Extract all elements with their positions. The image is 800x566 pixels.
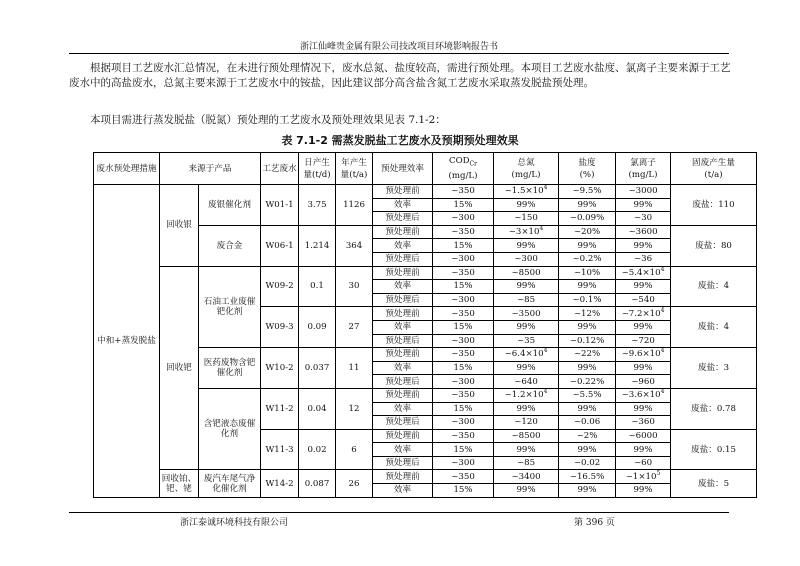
daily-cell: 0.02	[299, 429, 336, 470]
salinity-cell: ~0.06	[559, 416, 616, 430]
header-stage: 预处理效率	[373, 153, 433, 185]
header-code: 工艺废水	[261, 153, 299, 185]
cod-cell: ~350	[433, 185, 494, 199]
cod-cell: ~300	[433, 456, 494, 470]
code-cell: W14-2	[261, 470, 299, 497]
cod-cell: ~350	[433, 429, 494, 443]
stage-cell: 预处理前	[373, 307, 433, 321]
footer-rule	[69, 512, 729, 513]
salinity-cell: ~20%	[559, 225, 616, 239]
cl-cell: $\sim 1\times 10^5$	[616, 470, 671, 484]
salinity-cell: ~0.02	[559, 456, 616, 470]
header-annual: 年产生量(t/a)	[336, 153, 373, 185]
cod-cell: 15%	[433, 239, 494, 253]
salinity-cell: 99%	[559, 198, 616, 212]
cl-cell: ~720	[616, 334, 671, 348]
salinity-cell: ~0.1%	[559, 293, 616, 307]
cl-cell: ~960	[616, 375, 671, 389]
solid-waste-cell: 废盐：5	[671, 470, 757, 497]
table-header-row	[94, 153, 757, 185]
tn-cell: ~8500	[494, 429, 559, 443]
cl-cell: ~30	[616, 212, 671, 226]
stage-cell: 效率	[373, 402, 433, 416]
product-cell: 含钯液态废催化剂	[199, 388, 261, 470]
cl-cell: ~3000	[616, 185, 671, 199]
stage-cell: 预处理前	[373, 266, 433, 280]
cl-cell: $\sim 9.6\times 10^4$	[616, 348, 671, 362]
header-title: 浙江仙峰贵金属有限公司技改项目环境影响报告书	[300, 42, 499, 52]
stage-cell: 效率	[373, 320, 433, 334]
code-cell: W11-3	[261, 429, 299, 470]
page-header	[0, 0, 800, 52]
product-cell: 医药废物含钯催化剂	[199, 348, 261, 389]
cod-cell: 15%	[433, 484, 494, 498]
tn-cell: 99%	[494, 320, 559, 334]
tn-cell: ~35	[494, 334, 559, 348]
cod-cell: ~350	[433, 225, 494, 239]
daily-cell: 1.214	[299, 225, 336, 266]
daily-cell: 0.04	[299, 388, 336, 429]
header-daily: 日产生量(t/d)	[299, 153, 336, 185]
code-cell: W11-2	[261, 388, 299, 429]
cl-cell: 99%	[616, 402, 671, 416]
cl-cell: ~36	[616, 252, 671, 266]
product-cell: 废汽车尾气净化催化剂	[199, 470, 261, 497]
stage-cell: 预处理前	[373, 388, 433, 402]
cod-cell: 15%	[433, 361, 494, 375]
cod-cell: 15%	[433, 443, 494, 457]
tn-cell: 99%	[494, 484, 559, 498]
group-cell: 回收银	[160, 185, 199, 267]
salinity-cell: 99%	[559, 484, 616, 498]
annual-cell: 30	[336, 266, 373, 307]
tn-cell: ~85	[494, 293, 559, 307]
cod-cell: ~300	[433, 375, 494, 389]
daily-cell: 3.75	[299, 185, 336, 226]
cl-cell: 99%	[616, 361, 671, 375]
code-cell: W10-2	[261, 348, 299, 389]
header-source: 来源于产品	[160, 153, 261, 185]
cl-cell: 99%	[616, 484, 671, 498]
tn-cell: 99%	[494, 280, 559, 294]
cod-cell: ~350	[433, 348, 494, 362]
header-rule	[69, 53, 729, 54]
cl-cell: 99%	[616, 443, 671, 457]
header-cod: $COD_{Cr}$ (mg/L)	[433, 153, 494, 185]
stage-cell: 预处理前	[373, 348, 433, 362]
measure-cell: 中和+蒸发脱盐	[94, 185, 160, 498]
cod-cell: ~350	[433, 470, 494, 484]
stage-cell: 效率	[373, 484, 433, 498]
cod-cell: ~300	[433, 212, 494, 226]
annual-cell: 1126	[336, 185, 373, 226]
cl-cell: ~540	[616, 293, 671, 307]
stage-cell: 预处理后	[373, 334, 433, 348]
stage-cell: 预处理后	[373, 375, 433, 389]
salinity-cell: 99%	[559, 443, 616, 457]
solid-waste-cell: 废盐：80	[671, 225, 757, 266]
annual-cell: 11	[336, 348, 373, 389]
cod-cell: 15%	[433, 402, 494, 416]
header-chloride: 氯离子 (mg/L)	[616, 153, 671, 185]
stage-cell: 预处理后	[373, 252, 433, 266]
cod-cell: 15%	[433, 198, 494, 212]
salinity-cell: ~0.09%	[559, 212, 616, 226]
solid-waste-cell: 废盐：110	[671, 185, 757, 226]
stage-cell: 预处理后	[373, 293, 433, 307]
tn-cell: $\sim 1.5\times 10^4$	[494, 185, 559, 199]
product-cell: 废银催化剂	[199, 185, 261, 226]
cl-cell: ~360	[616, 416, 671, 430]
table-caption: 表 7.1-2 需蒸发脱盐工艺废水及预期预处理效果	[281, 134, 519, 147]
daily-cell: 0.09	[299, 307, 336, 348]
table-row	[94, 266, 757, 280]
tn-cell: ~640	[494, 375, 559, 389]
annual-cell: 364	[336, 225, 373, 266]
solid-waste-cell: 废盐：4	[671, 266, 757, 307]
cl-cell: $\sim 7.2\times 10^4$	[616, 307, 671, 321]
cl-cell: 99%	[616, 320, 671, 334]
salinity-cell: 99%	[559, 239, 616, 253]
tn-cell: 99%	[494, 402, 559, 416]
group-cell: 回收钯	[160, 266, 199, 470]
tn-cell: 99%	[494, 198, 559, 212]
tn-cell: $\sim 1.2\times 10^4$	[494, 388, 559, 402]
salinity-cell: ~0.12%	[559, 334, 616, 348]
stage-cell: 预处理前	[373, 429, 433, 443]
cl-cell: $\sim 3.6\times 10^4$	[616, 388, 671, 402]
cl-cell: 99%	[616, 198, 671, 212]
cod-cell: ~300	[433, 416, 494, 430]
stage-cell: 预处理后	[373, 416, 433, 430]
salinity-cell: ~16.5%	[559, 470, 616, 484]
daily-cell: 0.1	[299, 266, 336, 307]
salinity-cell: 99%	[559, 361, 616, 375]
pretreatment-table	[93, 152, 757, 498]
annual-cell: 27	[336, 307, 373, 348]
solid-waste-cell: 废盐：0.78	[671, 388, 757, 429]
annual-cell: 26	[336, 470, 373, 497]
header-solid-waste: 固废产生量 (t/a)	[671, 153, 757, 185]
stage-cell: 预处理前	[373, 470, 433, 484]
tn-cell: ~85	[494, 456, 559, 470]
header-total-nitrogen: 总氮 (mg/L)	[494, 153, 559, 185]
annual-cell: 6	[336, 429, 373, 470]
table-row	[94, 470, 757, 484]
table-row	[94, 185, 757, 199]
annual-cell: 12	[336, 388, 373, 429]
header-salinity: 盐度 (%)	[559, 153, 616, 185]
cod-cell: 15%	[433, 320, 494, 334]
stage-cell: 效率	[373, 361, 433, 375]
salinity-cell: ~10%	[559, 266, 616, 280]
cl-cell: ~3600	[616, 225, 671, 239]
salinity-cell: ~0.2%	[559, 252, 616, 266]
footer-page-number: 第 396 页	[574, 518, 615, 528]
product-cell: 废合金	[199, 225, 261, 266]
stage-cell: 效率	[373, 239, 433, 253]
code-cell: W09-2	[261, 266, 299, 307]
cod-cell: ~300	[433, 334, 494, 348]
stage-cell: 效率	[373, 280, 433, 294]
body-paragraph-1: 根据项目工艺废水汇总情况，在未进行预处理情况下，废水总氮、盐度较高，需进行预处理。本项目工艺废水盐度、氯离子主要来源于工艺废水中的高盐废水，总氮主要来源于工艺废水中的铵盐，因此建议部分高含盐含氮工艺废水采取蒸发脱盐预处理。	[69, 62, 731, 89]
solid-waste-cell: 废盐：0.15	[671, 429, 757, 470]
salinity-cell: ~2%	[559, 429, 616, 443]
cl-cell: ~60	[616, 456, 671, 470]
stage-cell: 预处理前	[373, 185, 433, 199]
body-paragraph-2: 本项目需进行蒸发脱盐（脱氮）预处理的工艺废水及预处理效果见表 7.1-2：	[90, 114, 446, 126]
cod-cell: ~350	[433, 266, 494, 280]
cod-cell: ~350	[433, 388, 494, 402]
code-cell: W01-1	[261, 185, 299, 226]
header-measure: 废水预处理措施	[94, 153, 160, 185]
salinity-cell: ~9.5%	[559, 185, 616, 199]
daily-cell: 0.037	[299, 348, 336, 389]
cod-cell: ~300	[433, 293, 494, 307]
tn-cell: ~3400	[494, 470, 559, 484]
tn-cell: 99%	[494, 443, 559, 457]
salinity-cell: 99%	[559, 402, 616, 416]
cl-cell: 99%	[616, 239, 671, 253]
tn-cell: 99%	[494, 239, 559, 253]
tn-cell: ~3500	[494, 307, 559, 321]
salinity-cell: 99%	[559, 320, 616, 334]
salinity-cell: ~5.5%	[559, 388, 616, 402]
cod-cell: ~300	[433, 252, 494, 266]
cl-cell: $\sim 5.4\times 10^4$	[616, 266, 671, 280]
cl-cell: 99%	[616, 280, 671, 294]
stage-cell: 效率	[373, 443, 433, 457]
tn-cell: ~150	[494, 212, 559, 226]
code-cell: W09-3	[261, 307, 299, 348]
tn-cell: ~8500	[494, 266, 559, 280]
cod-cell: 15%	[433, 280, 494, 294]
tn-cell: ~120	[494, 416, 559, 430]
cod-cell: ~350	[433, 307, 494, 321]
tn-cell: 99%	[494, 361, 559, 375]
stage-cell: 效率	[373, 198, 433, 212]
group-cell: 回收铂、钯、铑	[160, 470, 199, 497]
stage-cell: 预处理后	[373, 212, 433, 226]
code-cell: W06-1	[261, 225, 299, 266]
solid-waste-cell: 废盐：3	[671, 348, 757, 389]
product-cell: 石油工业废催钯化剂	[199, 266, 261, 348]
stage-cell: 预处理后	[373, 456, 433, 470]
stage-cell: 预处理前	[373, 225, 433, 239]
salinity-cell: 99%	[559, 280, 616, 294]
salinity-cell: ~12%	[559, 307, 616, 321]
solid-waste-cell: 废盐：4	[671, 307, 757, 348]
salinity-cell: ~0.22%	[559, 375, 616, 389]
salinity-cell: ~22%	[559, 348, 616, 362]
daily-cell: 0.087	[299, 470, 336, 497]
cl-cell: ~6000	[616, 429, 671, 443]
tn-cell: $\sim 6.4\times 10^4$	[494, 348, 559, 362]
footer-company: 浙江泰诚环境科技有限公司	[180, 518, 289, 528]
tn-cell: $\sim 3\times 10^4$	[494, 225, 559, 239]
tn-cell: ~300	[494, 252, 559, 266]
